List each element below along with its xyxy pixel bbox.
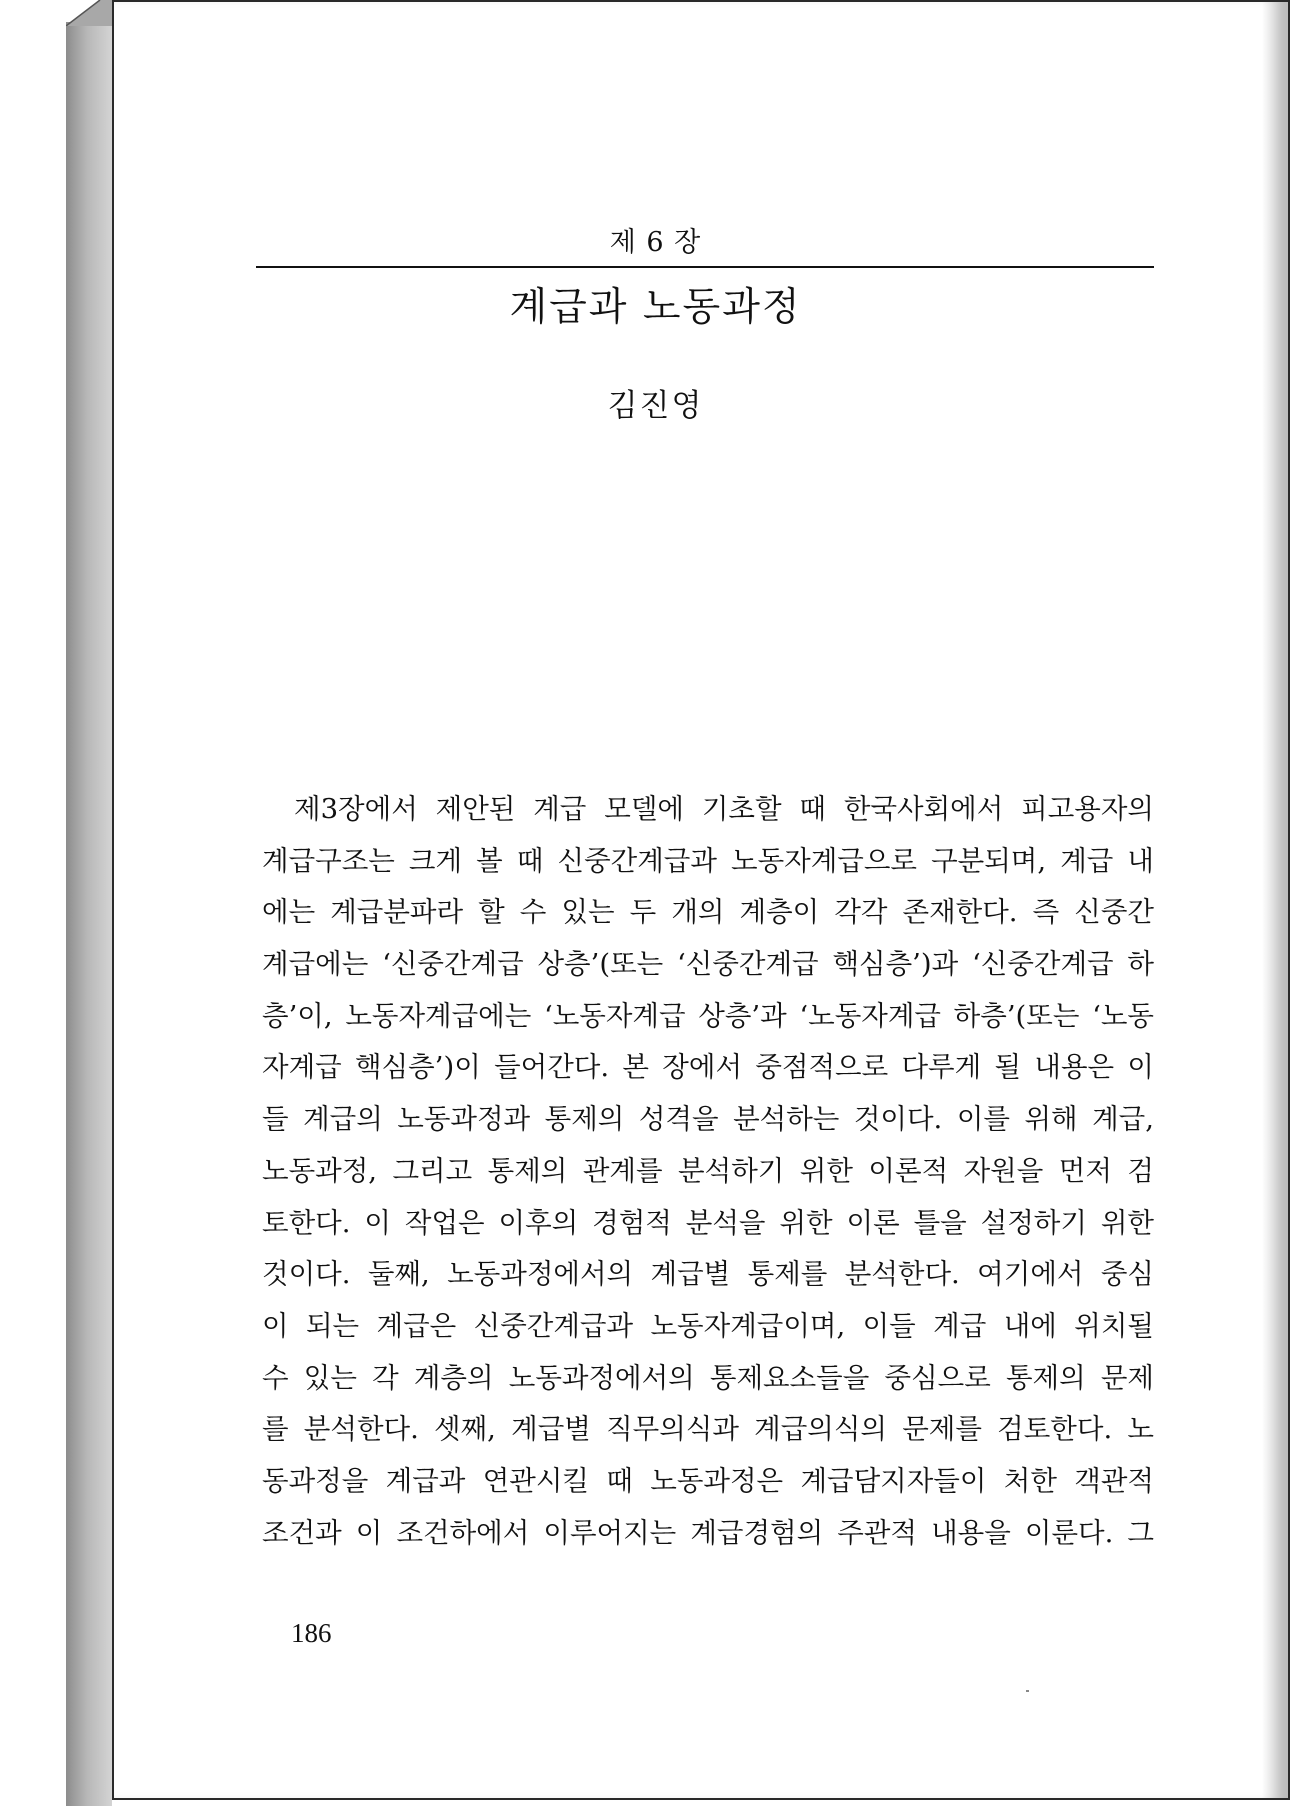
body-line: 들 계급의 노동과정과 통제의 성격을 분석하는 것이다. 이를 위해 계급,: [262, 1103, 1154, 1136]
body-line: 를 분석한다. 셋째, 계급별 직무의식과 계급의식의 문제를 검토한다. 노: [262, 1413, 1154, 1446]
body-paragraph: [262, 784, 1154, 1559]
body-line: 에는 계급분파라 할 수 있는 두 개의 계층이 각각 존재한다. 즉 신중간: [262, 896, 1154, 929]
body-line: 계급에는 ‘신중간계급 상층’(또는 ‘신중간계급 핵심층’)과 ‘신중간계급 하: [262, 948, 1154, 981]
body-line: 수 있는 각 계층의 노동과정에서의 통제요소들을 중심으로 통제의 문제: [262, 1361, 1154, 1394]
chapter-number: 제 6 장: [609, 227, 702, 258]
body-line: 토한다. 이 작업은 이후의 경험적 분석을 위한 이론 틀을 설정하기 위한: [262, 1206, 1154, 1239]
body-line: 것이다. 둘째, 노동과정에서의 계급별 통제를 분석한다. 여기에서 중심: [262, 1258, 1154, 1291]
body-line: 이 되는 계급은 신중간계급과 노동자계급이며, 이들 계급 내에 위치될: [262, 1309, 1154, 1342]
scan-speck: [1026, 1690, 1029, 1692]
body-line: 동과정을 계급과 연관시킬 때 노동과정은 계급담지자들이 처한 객관적: [262, 1464, 1154, 1497]
body-line: 층’이, 노동자계급에는 ‘노동자계급 상층’과 ‘노동자계급 하층’(또는 ‘노동: [262, 999, 1154, 1032]
chapter-divider: [256, 266, 1154, 268]
body-line: 노동과정, 그리고 통제의 관계를 분석하기 위한 이론적 자원을 먼저 검: [262, 1154, 1154, 1187]
body-line: 조건과 이 조건하에서 이루어지는 계급경험의 주관적 내용을 이룬다. 그: [262, 1516, 1154, 1549]
body-line: 제3장에서 제안된 계급 모델에 기초할 때 한국사회에서 피고용자의: [294, 793, 1154, 825]
chapter-title: 계급과 노동과정: [509, 285, 802, 330]
chapter-author: 김진영: [607, 388, 704, 424]
book-top-bevel: [66, 0, 112, 26]
body-line: 자계급 핵심층’)이 들어간다. 본 장에서 중점적으로 다루게 될 내용은 이: [262, 1051, 1154, 1084]
body-line: 계급구조는 크게 볼 때 신중간계급과 노동자계급으로 구분되며, 계급 내: [262, 844, 1154, 877]
page-edge-shade: [1262, 2, 1288, 1798]
page-number: 186: [291, 1618, 332, 1648]
